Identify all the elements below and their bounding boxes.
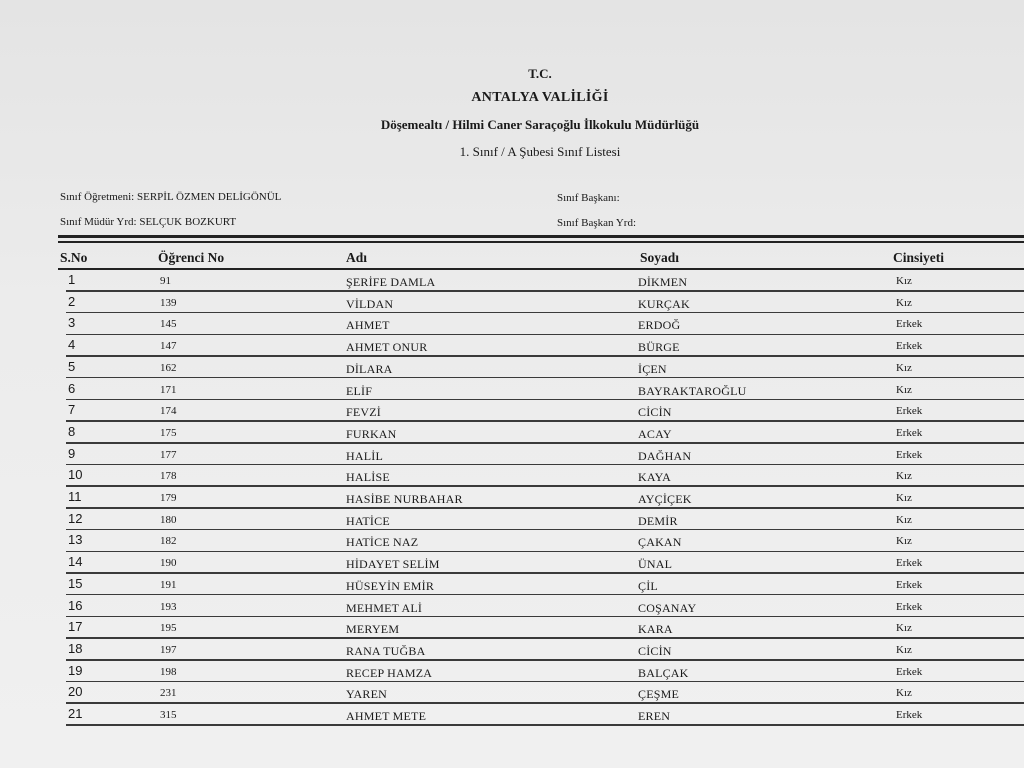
- header-tc: T.C.: [528, 66, 552, 81]
- cell-sno: 12: [68, 510, 83, 526]
- cell-sno: 21: [68, 706, 83, 721]
- class-president: Sınıf Başkanı:: [557, 192, 620, 204]
- header-school: Döşemealtı / Hilmi Caner Saraçoğlu İlkokulu Müdürlüğü: [380, 117, 700, 132]
- cell-name: ELİF: [346, 383, 373, 398]
- cell-student-no: 171: [160, 383, 177, 396]
- cell-sno: 7: [68, 402, 76, 418]
- cell-surname: DİKMEN: [638, 275, 688, 289]
- cell-surname: ÇİL: [638, 578, 658, 593]
- cell-student-no: 174: [160, 405, 177, 418]
- cell-student-no: 147: [160, 340, 177, 353]
- cell-name: DİLARA: [346, 361, 393, 376]
- cell-student-no: 91: [160, 275, 171, 287]
- table-row: [58, 661, 1024, 683]
- cell-name: AHMET METE: [346, 709, 427, 723]
- table-row: [58, 509, 1024, 531]
- cell-sno: 8: [68, 423, 76, 439]
- cell-student-no: 175: [160, 426, 177, 439]
- cell-student-no: 195: [160, 622, 177, 635]
- cell-gender: Kız: [896, 470, 912, 483]
- cell-gender: Kız: [896, 361, 912, 374]
- cell-gender: Erkek: [896, 340, 923, 353]
- col-header-gender: Cinsiyeti: [893, 250, 945, 265]
- cell-gender: Kız: [896, 622, 912, 635]
- cell-surname: COŞANAY: [638, 600, 697, 615]
- cell-name: FURKAN: [346, 426, 397, 441]
- class-vice-principal: Sınıf Müdür Yrd: SELÇUK BOZKURT: [60, 216, 237, 228]
- top-double-rule-thin: [58, 241, 1024, 243]
- cell-surname: ÇEŞME: [638, 687, 680, 702]
- cell-student-no: 198: [160, 665, 177, 678]
- cell-name: RANA TUĞBA: [346, 643, 426, 658]
- cell-sno: 9: [68, 445, 76, 461]
- cell-gender: Erkek: [896, 405, 923, 418]
- cell-gender: Kız: [896, 535, 912, 548]
- class-vice-president: Sınıf Başkan Yrd:: [557, 217, 637, 229]
- cell-surname: DEMİR: [638, 513, 678, 528]
- cell-name: YAREN: [346, 687, 388, 702]
- cell-name: FEVZİ: [346, 405, 381, 420]
- cell-name: HASİBE NURBAHAR: [346, 492, 463, 506]
- cell-gender: Kız: [896, 275, 912, 287]
- cell-name: RECEP HAMZA: [346, 665, 433, 680]
- cell-surname: ACAY: [638, 426, 672, 441]
- col-header-student-no: Öğrenci No: [158, 250, 225, 265]
- cell-gender: Erkek: [896, 557, 923, 570]
- cell-name: HİDAYET SELİM: [346, 557, 440, 572]
- cell-gender: Erkek: [896, 709, 923, 721]
- cell-student-no: 145: [160, 318, 177, 331]
- cell-sno: 2: [68, 293, 76, 309]
- cell-surname: BAYRAKTAROĞLU: [638, 383, 747, 398]
- cell-gender: Kız: [896, 513, 912, 526]
- table-row: [58, 313, 1024, 335]
- cell-surname: ERDOĞ: [638, 318, 681, 333]
- header-governorship: ANTALYA VALİLİĞİ: [471, 90, 609, 105]
- cell-sno: 5: [68, 358, 76, 374]
- cell-gender: Kız: [896, 296, 912, 309]
- cell-name: MERYEM: [346, 622, 400, 637]
- cell-gender: Erkek: [896, 426, 923, 439]
- cell-surname: KARA: [638, 622, 673, 637]
- cell-gender: Erkek: [896, 665, 923, 678]
- table-row: [58, 617, 1024, 639]
- cell-surname: BÜRGE: [638, 340, 680, 355]
- cell-name: VİLDAN: [346, 296, 394, 311]
- cell-gender: Erkek: [896, 448, 923, 461]
- cell-sno: 10: [68, 467, 83, 483]
- cell-gender: Erkek: [896, 600, 923, 613]
- cell-surname: KURÇAK: [638, 296, 690, 311]
- cell-student-no: 177: [160, 448, 177, 461]
- table-row: [58, 335, 1024, 357]
- cell-student-no: 162: [160, 361, 177, 374]
- class-teacher: Sınıf Öğretmeni: SERPİL ÖZMEN DELİGÖNÜL: [60, 191, 282, 203]
- cell-surname: AYÇİÇEK: [638, 492, 692, 506]
- cell-gender: Kız: [896, 383, 912, 396]
- table-row: [58, 596, 1024, 618]
- cell-surname: ÜNAL: [638, 557, 673, 572]
- table-row: [58, 639, 1024, 661]
- cell-gender: Kız: [896, 643, 912, 656]
- cell-name: HALİL: [346, 448, 383, 463]
- cell-name: HATİCE NAZ: [346, 535, 419, 550]
- cell-student-no: 191: [160, 578, 177, 591]
- cell-sno: 16: [68, 597, 83, 613]
- top-double-rule-thick: [58, 235, 1024, 238]
- cell-name: HALİSE: [346, 470, 390, 485]
- cell-sno: 1: [68, 272, 76, 287]
- cell-sno: 17: [68, 619, 83, 635]
- cell-gender: Kız: [896, 492, 912, 504]
- table-row: [58, 379, 1024, 401]
- cell-sno: 15: [68, 575, 83, 591]
- table-row: [58, 574, 1024, 596]
- cell-student-no: 193: [160, 600, 177, 613]
- cell-student-no: 182: [160, 535, 177, 548]
- cell-name: AHMET ONUR: [346, 340, 428, 355]
- table-row: [58, 422, 1024, 444]
- cell-name: ŞERİFE DAMLA: [346, 275, 436, 289]
- cell-surname: CİCİN: [638, 643, 672, 658]
- cell-name: HATİCE: [346, 513, 390, 528]
- cell-sno: 6: [68, 380, 76, 396]
- cell-gender: Erkek: [896, 578, 923, 591]
- cell-student-no: 179: [160, 492, 177, 504]
- table-row: [58, 487, 1024, 509]
- table-row: [58, 292, 1024, 314]
- cell-sno: 13: [68, 532, 83, 548]
- header-class-title: 1. Sınıf / A Şubesi Sınıf Listesi: [459, 144, 621, 159]
- cell-surname: İÇEN: [638, 361, 667, 376]
- cell-sno: 11: [68, 489, 82, 504]
- cell-surname: DAĞHAN: [638, 448, 692, 463]
- cell-surname: ÇAKAN: [638, 535, 682, 550]
- cell-sno: 20: [68, 684, 83, 700]
- cell-gender: Kız: [896, 687, 912, 700]
- cell-gender: Erkek: [896, 318, 923, 331]
- cell-surname: KAYA: [638, 470, 672, 485]
- table-row: [58, 704, 1024, 726]
- cell-sno: 19: [68, 662, 83, 678]
- cell-sno: 4: [68, 337, 76, 353]
- cell-sno: 14: [68, 554, 83, 570]
- cell-student-no: 197: [160, 643, 177, 656]
- cell-name: HÜSEYİN EMİR: [346, 578, 435, 593]
- cell-student-no: 180: [160, 513, 177, 526]
- table-row: [58, 357, 1024, 379]
- table-row: [58, 444, 1024, 466]
- cell-student-no: 178: [160, 470, 177, 483]
- cell-surname: EREN: [638, 709, 671, 723]
- row-divider: [66, 724, 1024, 726]
- table-row: [58, 552, 1024, 574]
- table-row: [58, 400, 1024, 422]
- cell-student-no: 315: [160, 709, 177, 721]
- col-header-sno: S.No: [60, 250, 88, 265]
- col-header-name: Adı: [346, 250, 368, 265]
- table-row: [58, 270, 1024, 292]
- cell-student-no: 231: [160, 687, 177, 700]
- cell-name: AHMET: [346, 318, 390, 333]
- cell-surname: BALÇAK: [638, 665, 689, 680]
- cell-student-no: 190: [160, 557, 177, 570]
- table-row: [58, 682, 1024, 704]
- cell-sno: 18: [68, 640, 83, 656]
- col-header-surname: Soyadı: [640, 250, 680, 265]
- cell-surname: CİCİN: [638, 405, 672, 420]
- table-row: [58, 530, 1024, 552]
- cell-name: MEHMET ALİ: [346, 600, 423, 615]
- cell-student-no: 139: [160, 296, 177, 309]
- cell-sno: 3: [68, 315, 76, 331]
- table-row: [58, 465, 1024, 487]
